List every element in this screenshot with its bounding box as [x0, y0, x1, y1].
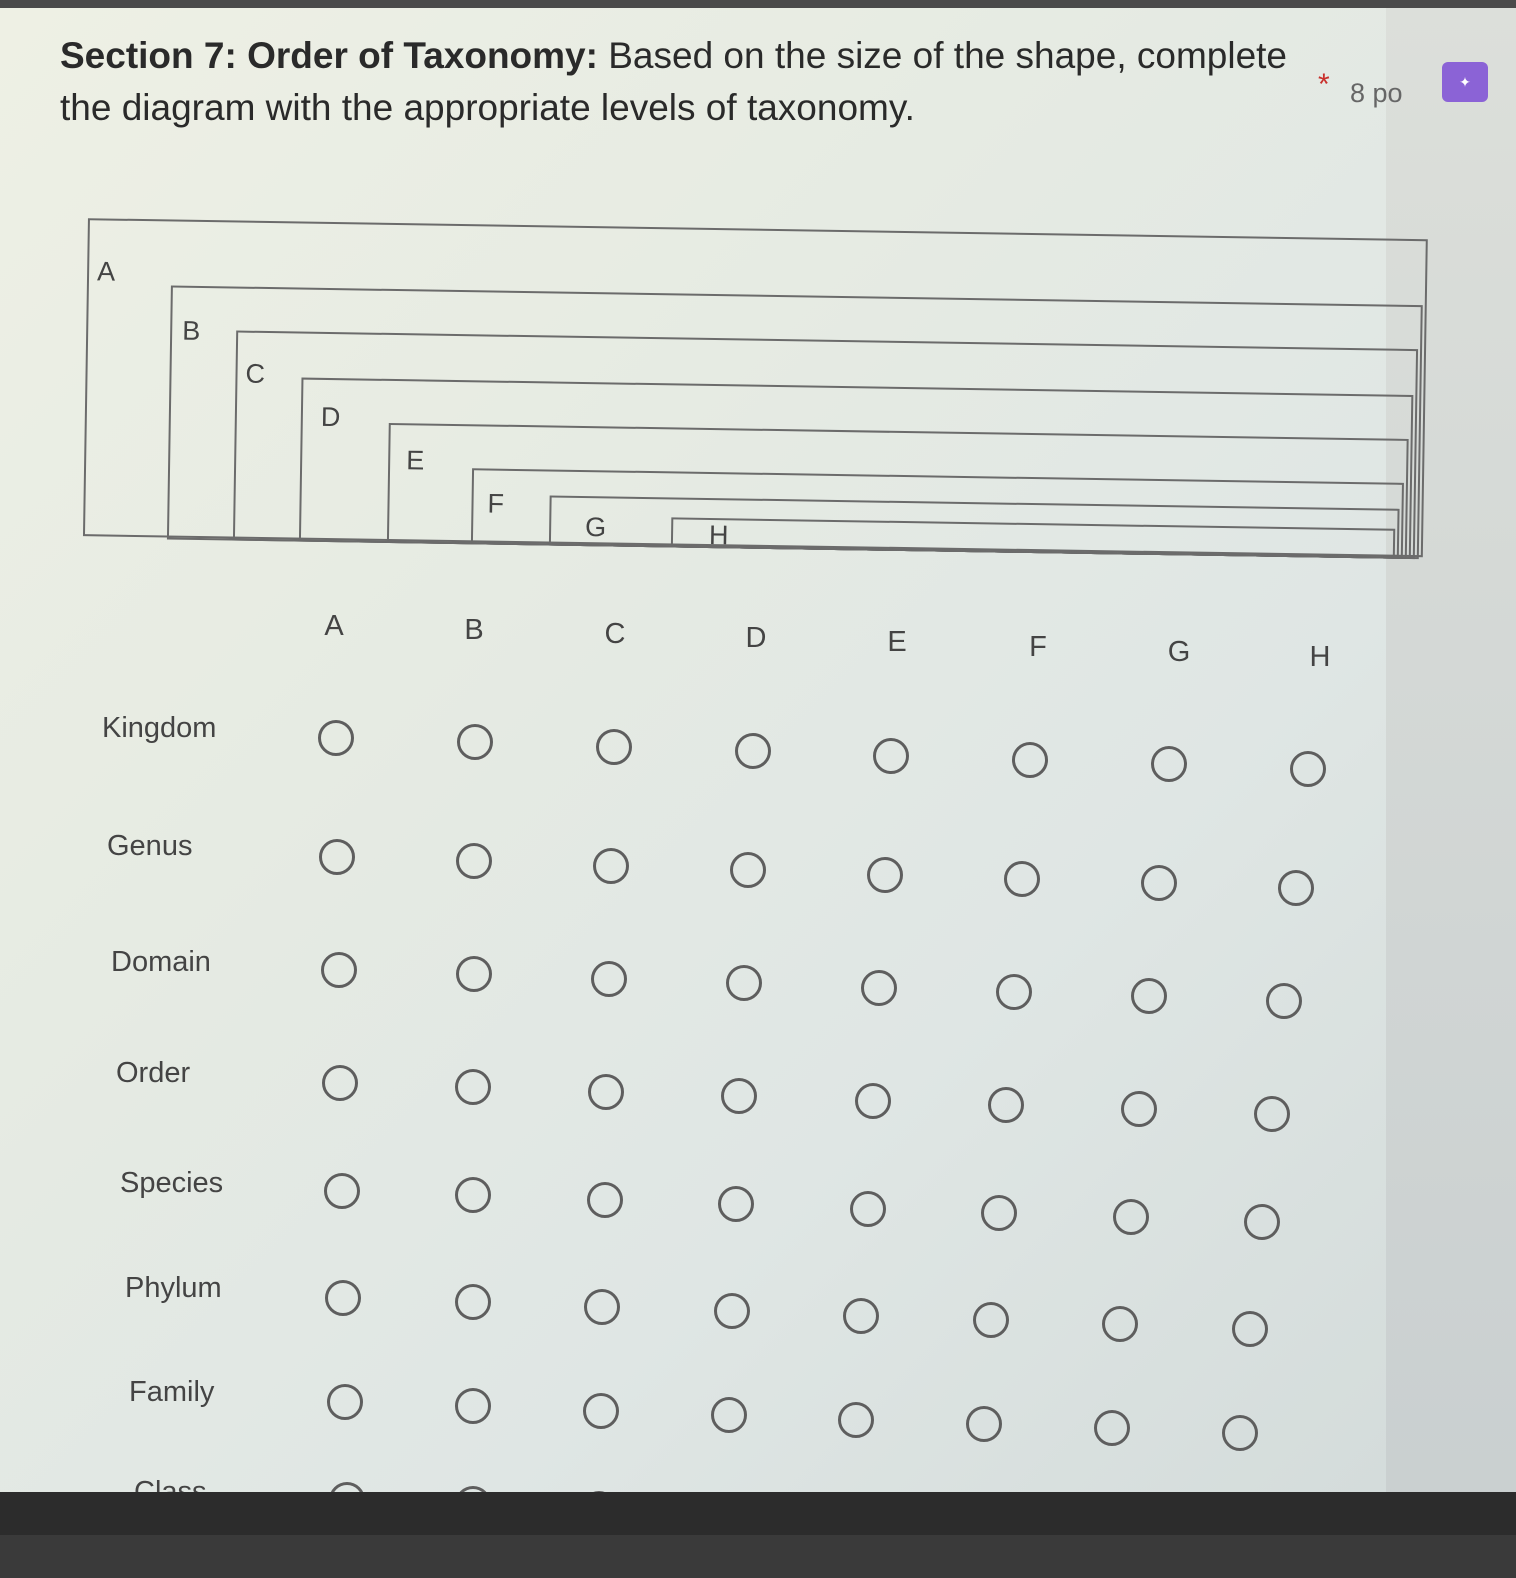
- required-asterisk: *: [1318, 68, 1330, 101]
- diagram-label-h: H: [708, 519, 729, 551]
- radio-domain-h[interactable]: [1266, 983, 1302, 1019]
- column-header-e: E: [887, 626, 907, 658]
- radio-order-f[interactable]: [988, 1087, 1024, 1123]
- column-header-d: D: [745, 622, 767, 654]
- column-header-g: G: [1167, 636, 1191, 668]
- diagram-label-c: C: [245, 358, 266, 389]
- radio-phylum-f[interactable]: [973, 1302, 1009, 1338]
- radio-family-b[interactable]: [455, 1388, 491, 1424]
- diagram-label-d: D: [320, 401, 341, 433]
- radio-genus-b[interactable]: [456, 843, 492, 879]
- column-header-a: A: [324, 610, 344, 642]
- radio-species-a[interactable]: [324, 1173, 360, 1209]
- radio-kingdom-g[interactable]: [1151, 746, 1187, 782]
- puzzle-icon[interactable]: ✦: [1442, 62, 1488, 102]
- radio-phylum-b[interactable]: [455, 1284, 491, 1320]
- radio-family-c[interactable]: [583, 1393, 619, 1429]
- radio-species-c[interactable]: [587, 1182, 623, 1218]
- radio-species-f[interactable]: [981, 1195, 1017, 1231]
- radio-species-h[interactable]: [1244, 1204, 1280, 1240]
- column-header-c: C: [604, 618, 626, 650]
- radio-phylum-e[interactable]: [843, 1298, 879, 1334]
- radio-kingdom-a[interactable]: [318, 720, 354, 756]
- radio-kingdom-b[interactable]: [457, 724, 493, 760]
- radio-domain-c[interactable]: [591, 961, 627, 997]
- column-header-b: B: [464, 614, 484, 646]
- radio-domain-b[interactable]: [456, 956, 492, 992]
- diagram-label-g: G: [584, 512, 607, 543]
- radio-order-d[interactable]: [721, 1078, 757, 1114]
- section-heading: Section 7: Order of Taxonomy:: [60, 35, 598, 76]
- diagram-label-e: E: [405, 445, 425, 476]
- radio-species-b[interactable]: [455, 1177, 491, 1213]
- radio-kingdom-e[interactable]: [873, 738, 909, 774]
- radio-order-e[interactable]: [855, 1083, 891, 1119]
- radio-genus-g[interactable]: [1141, 865, 1177, 901]
- radio-kingdom-c[interactable]: [596, 729, 632, 765]
- radio-species-e[interactable]: [850, 1191, 886, 1227]
- row-label-domain: Domain: [111, 946, 211, 978]
- row-label-order: Order: [116, 1057, 191, 1089]
- diagram-label-a: A: [96, 256, 116, 287]
- row-label-genus: Genus: [107, 830, 193, 862]
- radio-phylum-g[interactable]: [1102, 1306, 1138, 1342]
- radio-genus-a[interactable]: [319, 839, 355, 875]
- radio-family-a[interactable]: [327, 1384, 363, 1420]
- row-label-kingdom: Kingdom: [102, 712, 217, 744]
- radio-order-b[interactable]: [455, 1069, 491, 1105]
- question-text: Based on the size of the shape, complete the diagram with the appropriate levels of taxonomy.: [60, 35, 1288, 128]
- column-header-f: F: [1029, 631, 1047, 663]
- radio-family-d[interactable]: [711, 1397, 747, 1433]
- row-label-family: Family: [129, 1376, 215, 1408]
- radio-phylum-a[interactable]: [325, 1280, 361, 1316]
- radio-phylum-c[interactable]: [584, 1289, 620, 1325]
- radio-phylum-h[interactable]: [1232, 1311, 1268, 1347]
- row-label-phylum: Phylum: [125, 1272, 222, 1304]
- radio-kingdom-f[interactable]: [1012, 742, 1048, 778]
- radio-genus-c[interactable]: [593, 848, 629, 884]
- radio-genus-e[interactable]: [867, 857, 903, 893]
- radio-order-h[interactable]: [1254, 1096, 1290, 1132]
- radio-domain-e[interactable]: [861, 970, 897, 1006]
- column-header-h: H: [1309, 641, 1331, 673]
- diagram-label-b: B: [181, 315, 201, 346]
- radio-order-a[interactable]: [322, 1065, 358, 1101]
- radio-family-f[interactable]: [966, 1406, 1002, 1442]
- radio-species-d[interactable]: [718, 1186, 754, 1222]
- radio-order-g[interactable]: [1121, 1091, 1157, 1127]
- radio-domain-d[interactable]: [726, 965, 762, 1001]
- row-label-species: Species: [120, 1167, 224, 1199]
- radio-genus-d[interactable]: [730, 852, 766, 888]
- radio-kingdom-d[interactable]: [735, 733, 771, 769]
- radio-genus-f[interactable]: [1004, 861, 1040, 897]
- radio-kingdom-h[interactable]: [1290, 751, 1326, 787]
- radio-species-g[interactable]: [1113, 1199, 1149, 1235]
- radio-domain-a[interactable]: [321, 952, 357, 988]
- radio-family-g[interactable]: [1094, 1410, 1130, 1446]
- points-label: 8 po: [1350, 78, 1403, 108]
- radio-family-e[interactable]: [838, 1402, 874, 1438]
- diagram-label-f: F: [487, 488, 505, 519]
- bottom-edge: [0, 1492, 1516, 1535]
- radio-genus-h[interactable]: [1278, 870, 1314, 906]
- radio-order-c[interactable]: [588, 1074, 624, 1110]
- radio-phylum-d[interactable]: [714, 1293, 750, 1329]
- radio-family-h[interactable]: [1222, 1415, 1258, 1451]
- radio-domain-g[interactable]: [1131, 978, 1167, 1014]
- radio-domain-f[interactable]: [996, 974, 1032, 1010]
